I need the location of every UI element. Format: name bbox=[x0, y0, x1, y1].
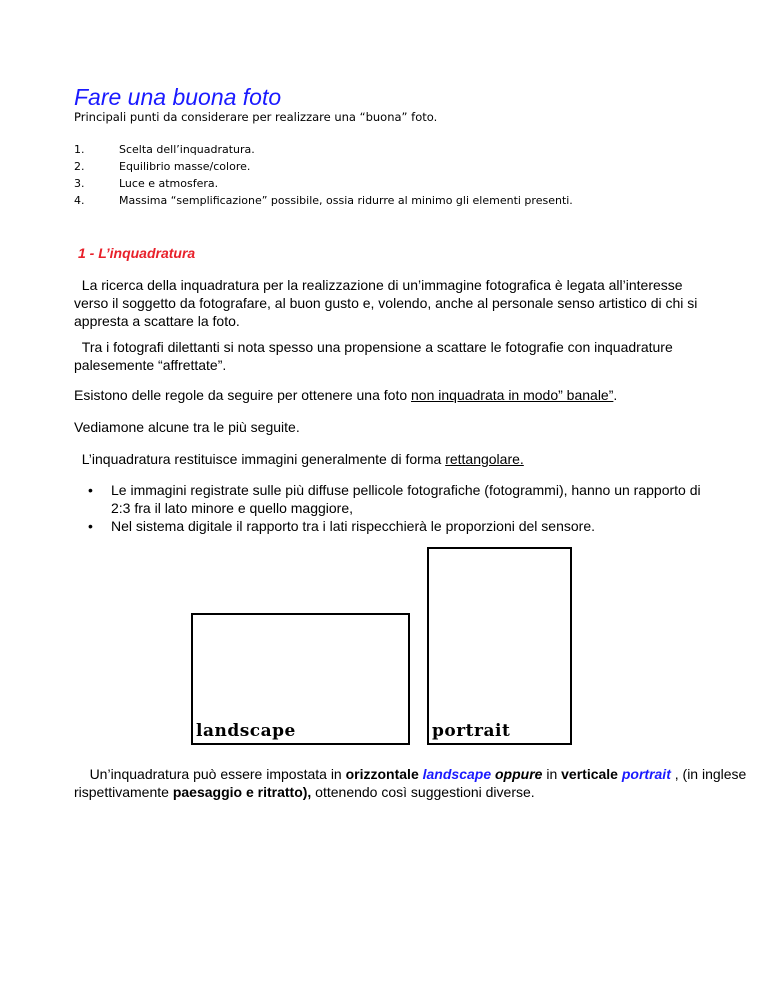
closing-portrait-term: portrait bbox=[621, 766, 671, 782]
list-item-number: 2. bbox=[74, 160, 85, 173]
list-item bbox=[74, 517, 704, 535]
closing-bold: paesaggio e ritratto), bbox=[172, 784, 312, 800]
list-item-text: Equilibrio masse/colore. bbox=[119, 160, 251, 173]
paragraph-examples: Vediamone alcune tra le più seguite. bbox=[74, 419, 300, 435]
list-item-text: Luce e atmosfera. bbox=[119, 177, 219, 190]
paragraph-text: Esistono delle regole da seguire per ottenere una foto bbox=[74, 387, 412, 403]
ratio-bullet-list bbox=[74, 481, 704, 535]
landscape-label: landscape bbox=[196, 721, 296, 741]
paragraph-text: Tra i fotografi dilettanti si nota spesso una propensione a scattare le fotografie con inquadrature palesemente “affrettate”. bbox=[74, 339, 673, 373]
list-item-number: 4. bbox=[74, 194, 85, 207]
bullet-icon: • bbox=[88, 482, 93, 498]
list-item-text: Massima “semplificazione” possibile, ossia ridurre al minimo gli elementi presenti. bbox=[119, 194, 573, 207]
paragraph-text: La ricerca della inquadratura per la realizzazione di un’immagine fotografica è legata all’interesse verso il soggetto da fotografare, al buon gusto e, volendo, anche al personale senso artistico di chi si appresta a scattare la foto. bbox=[74, 277, 698, 329]
paragraph-intro bbox=[74, 276, 704, 330]
portrait-frame-illustration bbox=[427, 547, 572, 745]
closing-text: ottenendo così suggestioni diverse. bbox=[311, 784, 535, 800]
underlined-text: non inquadrata in modo” banale” bbox=[411, 387, 614, 403]
list-item-number: 3. bbox=[74, 177, 85, 190]
list-item-text: Nel sistema digitale il rapporto tra i lati rispecchierà le proporzioni del sensore. bbox=[111, 518, 596, 534]
closing-text: , (in inglese rispettivamente bbox=[74, 766, 747, 800]
section-heading: 1 - L’inquadratura bbox=[78, 245, 196, 261]
list-item-text: Scelta dell’inquadratura. bbox=[119, 143, 255, 156]
document-title: Fare una buona foto bbox=[74, 84, 282, 110]
list-item-text: Le immagini registrate sulle più diffuse pellicole fotografiche (fotogrammi), hanno un rapporto di 2:3 fra il lato minore e quello maggiore, bbox=[111, 482, 701, 516]
paragraph-text: . bbox=[613, 387, 618, 403]
list-item bbox=[74, 192, 573, 209]
closing-bold: orizzontale bbox=[345, 766, 419, 782]
bullet-icon: • bbox=[88, 518, 93, 534]
document-subtitle: Principali punti da considerare per realizzare una “buona” foto. bbox=[74, 110, 438, 124]
paragraph-shape bbox=[74, 450, 704, 468]
paragraph-text: L’inquadratura restituisce immagini generalmente di forma bbox=[81, 451, 446, 467]
closing-landscape-term: landscape bbox=[422, 766, 492, 782]
list-item bbox=[74, 141, 573, 158]
paragraph-closing bbox=[74, 765, 754, 801]
list-item-number: 1. bbox=[74, 143, 85, 156]
closing-bold-italic: oppure bbox=[495, 766, 543, 782]
list-item bbox=[74, 481, 704, 517]
list-item bbox=[74, 175, 573, 192]
paragraph-rules bbox=[74, 386, 704, 404]
closing-text: in bbox=[542, 766, 562, 782]
underlined-text: rettangolare. bbox=[445, 451, 524, 467]
closing-bold: verticale bbox=[561, 766, 618, 782]
main-points-list bbox=[74, 141, 573, 209]
portrait-label: portrait bbox=[432, 721, 511, 741]
paragraph-amateurs bbox=[74, 338, 704, 374]
list-item bbox=[74, 158, 573, 175]
landscape-frame-illustration bbox=[191, 613, 410, 745]
closing-text: Un’inquadratura può essere impostata in bbox=[89, 766, 346, 782]
